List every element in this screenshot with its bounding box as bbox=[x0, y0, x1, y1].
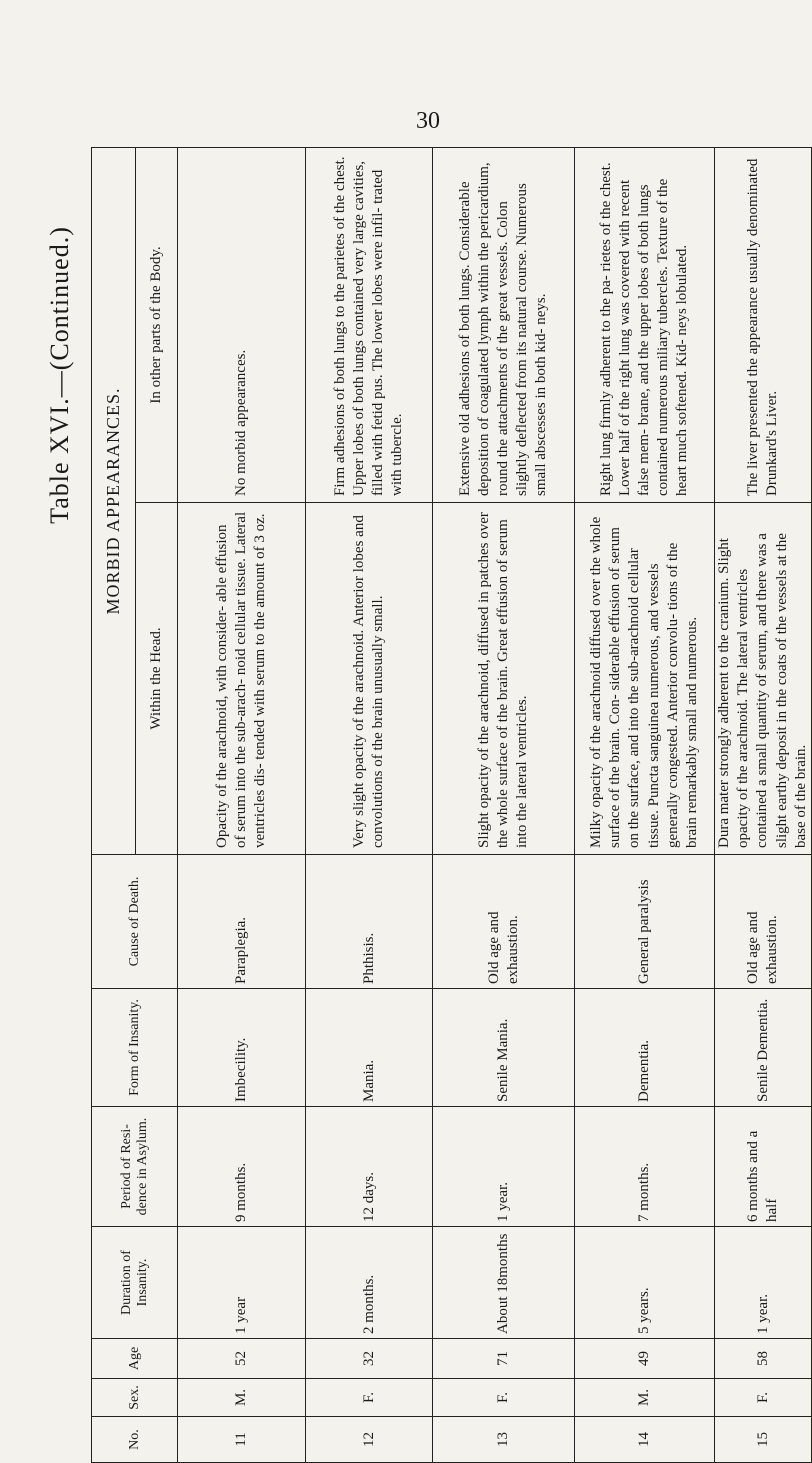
row-body: The liver presented the appearance usually denominated Drunkard's Liver. bbox=[715, 147, 812, 502]
row-age: 32 bbox=[306, 1339, 433, 1379]
row-no: 13 bbox=[433, 1417, 575, 1463]
row-head: Opacity of the arachnoid, with consider- able effusion of serum into the sub-arach- noid cellular tissue. Lateral ventricles dis- tended with serum to the amount of 3 oz. bbox=[178, 503, 306, 855]
row-cause: Old age and exhaustion. bbox=[715, 855, 812, 989]
row-age: 71 bbox=[433, 1339, 575, 1379]
row-cause: Paraplegia. bbox=[178, 855, 306, 989]
row-age: 58 bbox=[715, 1339, 812, 1379]
row-period: 7 months. bbox=[575, 1107, 715, 1227]
row-form: Imbecility. bbox=[178, 989, 306, 1107]
table-row bbox=[306, 147, 433, 1462]
row-form: Senile Mania. bbox=[433, 989, 575, 1107]
row-body: Right lung firmly adherent to the pa- rietes of the chest. Lower half of the right lung was covered with recent false mem- brane, and the upper lobes of both lungs contained numerous miliary tubercles. Texture of the heart much softened. Kid- neys lobulated. bbox=[575, 147, 715, 502]
row-head: Very slight opacity of the arachnoid. Anterior lobes and convolutions of the brain unusually small. bbox=[306, 503, 433, 855]
header-form: Form of Insanity. bbox=[92, 989, 178, 1107]
header-duration: Duration of Insanity. bbox=[92, 1227, 178, 1339]
row-no: 15 bbox=[715, 1417, 812, 1463]
row-body: No morbid appearances. bbox=[178, 147, 306, 502]
row-sex: F. bbox=[306, 1379, 433, 1417]
row-sex: M. bbox=[178, 1379, 306, 1417]
header-sex: Sex. bbox=[92, 1379, 178, 1417]
header-other-parts: In other parts of the Body. bbox=[136, 147, 178, 502]
row-no: 11 bbox=[178, 1417, 306, 1463]
row-body: Extensive old adhesions of both lungs. Considerable deposition of coagulated lymph within the pericardium, round the attachments of the great vessels. Colon slightly deflected from its natural course. Numerous small abscesses in both kid- neys. bbox=[433, 147, 575, 502]
row-sex: F. bbox=[433, 1379, 575, 1417]
table-row bbox=[433, 147, 575, 1462]
header-no: No. bbox=[92, 1417, 178, 1463]
row-form: Dementia. bbox=[575, 989, 715, 1107]
row-duration: 5 years. bbox=[575, 1227, 715, 1339]
row-no: 14 bbox=[575, 1417, 715, 1463]
row-no: 12 bbox=[306, 1417, 433, 1463]
header-period: Period of Resi- dence in Asylum. bbox=[92, 1107, 178, 1227]
row-period: 9 months. bbox=[178, 1107, 306, 1227]
table-row bbox=[715, 147, 812, 1462]
header-within-head: Within the Head. bbox=[136, 503, 178, 855]
row-period: 12 days. bbox=[306, 1107, 433, 1227]
page-number: 30 bbox=[416, 108, 440, 134]
row-head: Milky opacity of the arachnoid diffused over the whole surface of the brain. Con- siderable effusion of serum on the surface, and into the sub-arachnoid cellular tissue. Puncta sanguinea numerous, and vessels generally congested. Anterior convolu- tions of the brain remarkably small and numerous. bbox=[575, 503, 715, 855]
row-cause: General paralysis bbox=[575, 855, 715, 989]
row-duration: 2 months. bbox=[306, 1227, 433, 1339]
row-period: 1 year. bbox=[433, 1107, 575, 1227]
row-form: Mania. bbox=[306, 989, 433, 1107]
row-duration: 1 year bbox=[178, 1227, 306, 1339]
row-body: Firm adhesions of both lungs to the parietes of the chest. Upper lobes of both lungs contained very large cavities, filled with fetid pus. The lower lobes were infil- trated with tubercle. bbox=[306, 147, 433, 502]
table-row bbox=[178, 147, 306, 1462]
header-age: Age bbox=[92, 1339, 178, 1379]
row-head: Dura mater strongly adherent to the cranium. Slight opacity of the arachnoid. The lateral ventricles contained a small quantity of serum, and there was a slight earthy deposit in the coats of the vessels at the base of the brain. bbox=[715, 503, 812, 855]
table-title: Table XVI.—(Continued.) bbox=[45, 226, 74, 524]
row-duration: About 18months bbox=[433, 1227, 575, 1339]
row-age: 49 bbox=[575, 1339, 715, 1379]
row-age: 52 bbox=[178, 1339, 306, 1379]
header-cause: Cause of Death. bbox=[92, 855, 178, 989]
morbid-appearances-table bbox=[91, 148, 809, 1463]
row-form: Senile Dementia. bbox=[715, 989, 812, 1107]
row-cause: Phthisis. bbox=[306, 855, 433, 989]
header-morbid-appearances: MORBID APPEARANCES. bbox=[92, 147, 136, 854]
row-head: Slight opacity of the arachnoid, diffused in patches over the whole surface of the brain. Great effusion of serum into the lateral ventricles. bbox=[433, 503, 575, 855]
table-row bbox=[575, 147, 715, 1462]
row-sex: F. bbox=[715, 1379, 812, 1417]
row-duration: 1 year. bbox=[715, 1227, 812, 1339]
row-cause: Old age and exhaustion. bbox=[433, 855, 575, 989]
row-period: 6 months and a half bbox=[715, 1107, 812, 1227]
row-sex: M. bbox=[575, 1379, 715, 1417]
